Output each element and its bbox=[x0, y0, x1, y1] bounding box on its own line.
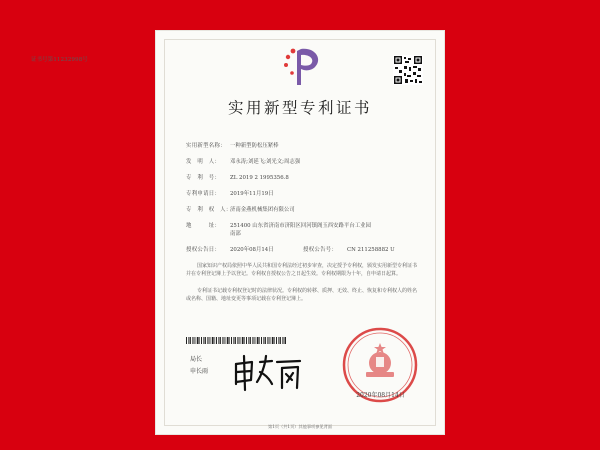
field-address-continued: 南部 bbox=[230, 231, 241, 237]
field-utility-model-name: 实用新型名称： 一种新型防松压紧棒 bbox=[186, 143, 279, 149]
field-grant-number: 授权公告号： CN 211258882 U bbox=[303, 247, 395, 253]
qr-code-icon bbox=[393, 55, 423, 85]
director-name-label: 申长雨 bbox=[190, 368, 209, 375]
field-inventors: 发 明 人： 邓永涛;刘延飞;刘光文;周志强 bbox=[186, 159, 301, 165]
barcode-icon bbox=[186, 337, 286, 344]
field-patentee: 专 利 权 人：济南金燕机械集团有限公司 bbox=[186, 207, 295, 213]
certificate-paragraph-2: 专利证书记载专利权登记时的法律状况。专利权的转移、质押、无效、终止、恢复和专利权人的姓名或名称、国籍、地址变更等事项记载在专利登记簿上。 bbox=[186, 288, 418, 303]
director-signature-icon bbox=[230, 350, 305, 398]
page-footer: 第1页（共1页）其他事项参见背面 bbox=[268, 424, 332, 429]
field-grant-date: 授权公告日： 2020年08月14日 bbox=[186, 247, 274, 253]
field-patent-number: 专 利 号： ZL 2019 2 1995356.8 bbox=[186, 175, 289, 181]
certificate-title: 实用新型专利证书 bbox=[227, 99, 372, 117]
director-label: 局长 bbox=[190, 356, 203, 363]
field-address: 地 址： 251400 山东省济南市济阳区回河镇阁玉西安路平台工业园 bbox=[186, 223, 371, 229]
seal-date: 2020年08月14日 bbox=[356, 392, 405, 399]
certificate-number: 证书号第11232998号 bbox=[31, 57, 88, 63]
patent-office-logo-icon bbox=[279, 45, 325, 89]
field-application-date: 专利申请日： 2019年11月19日 bbox=[186, 191, 274, 197]
certificate-paragraph-1: 国家知识产权局依照中华人民共和国专利法经过初步审查，决定授予专利权，颁发实用新型专利证书并在专利登记簿上予以登记。专利权自授权公告之日起生效。专利权期限为十年，自申请日起算。 bbox=[186, 263, 418, 278]
